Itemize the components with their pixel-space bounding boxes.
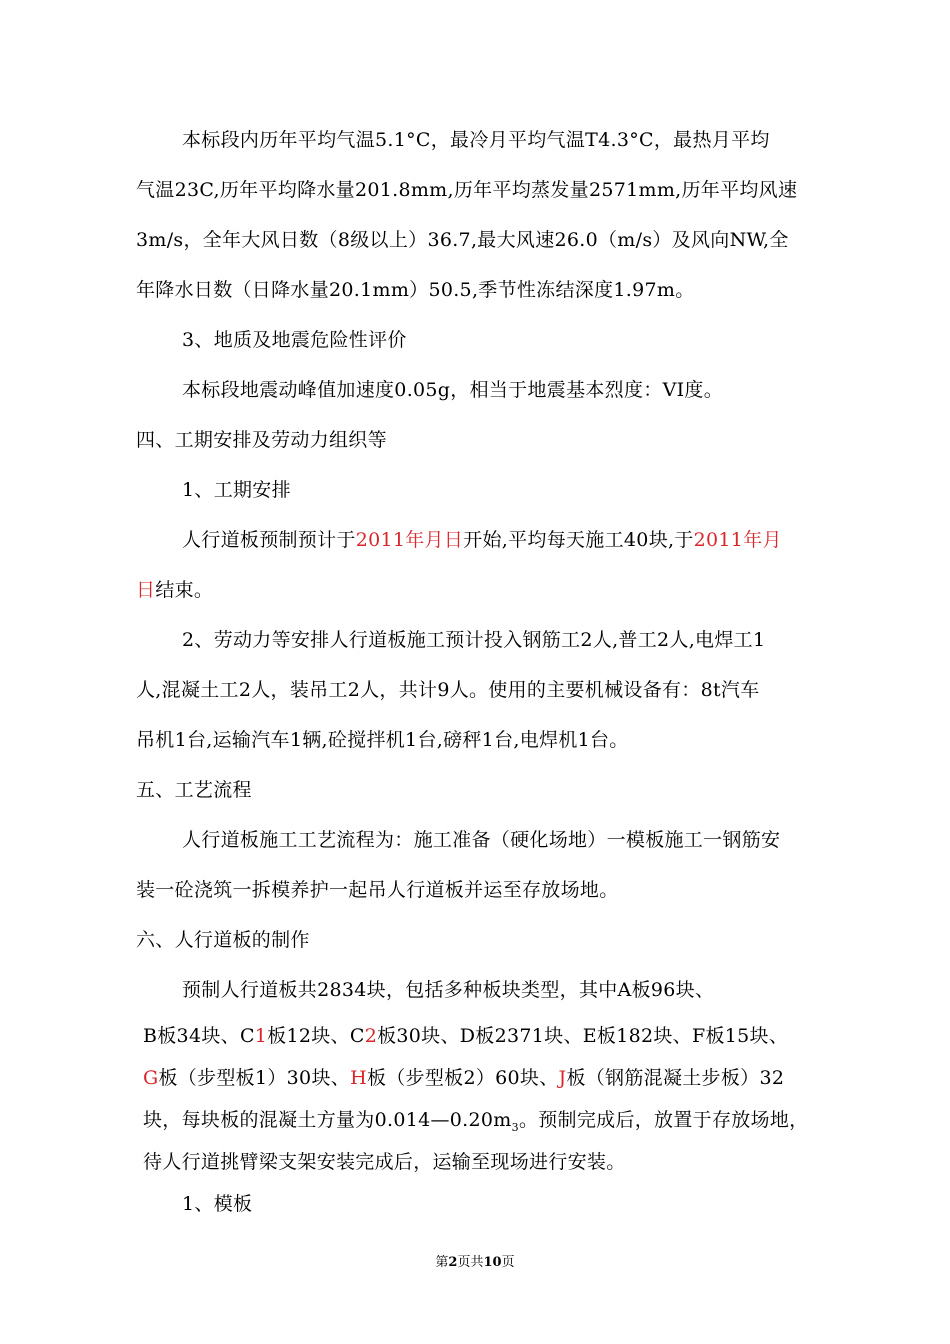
page-footer: [0, 1254, 950, 1272]
production-line-4: [143, 1107, 808, 1141]
board-j-label: J: [558, 1067, 567, 1089]
current-page-number: 2: [448, 1255, 458, 1270]
footer-suffix: 页: [501, 1255, 515, 1270]
board-c2-index: 2: [364, 1025, 378, 1047]
production-line-5: 待人行道挑臂梁支架安装完成后，运输至现场进行安装。: [143, 1151, 626, 1173]
production-line-3: [143, 1065, 784, 1091]
footer-middle: 页共: [457, 1255, 484, 1270]
process-line-1: 人行道板施工工艺流程为：施工准备（硬化场地）一模板施工一钢筋安: [182, 829, 781, 851]
schedule-text-mid: 开始,平均每天施工40块,于: [463, 529, 694, 551]
board-g-label: G: [143, 1067, 159, 1089]
section-6-heading: 六、人行道板的制作: [136, 929, 310, 951]
geology-heading: 3、地质及地震危险性评价: [182, 329, 407, 351]
geology-text: 本标段地震动峰值加速度0.05g，相当于地震基本烈度：VI度。: [182, 379, 723, 401]
board-types-b-c: B板34块、C: [143, 1025, 255, 1047]
schedule-line-2: [136, 577, 213, 603]
labor-line-1: 2、劳动力等安排人行道板施工预计投入钢筋工2人,普工2人,电焊工1: [182, 629, 766, 651]
storage-text: 。预制完成后，放置于存放场地，: [518, 1109, 809, 1131]
board-types-d-e-f: 板30块、D板2371块、E板182块、F板15块、: [377, 1025, 789, 1047]
climate-line-4: 年降水日数（日降水量20.1mm）50.5,季节性冻结深度1.97m。: [136, 279, 695, 301]
production-line-2: [143, 1023, 788, 1049]
climate-line-2: 气温23C,历年平均降水量201.8mm,历年平均蒸发量2571mm,历年平均风速: [136, 179, 798, 201]
labor-line-3: 吊机1台,运输汽车1辆,砼搅拌机1台,磅秤1台,电焊机1台。: [136, 729, 629, 751]
schedule-text-end: 结束。: [155, 579, 214, 601]
board-j-desc: 板（钢筋混凝土步板）32: [566, 1067, 785, 1089]
schedule-subheading: 1、工期安排: [182, 479, 291, 501]
section-5-heading: 五、工艺流程: [136, 779, 252, 801]
total-page-count: 10: [483, 1255, 502, 1270]
section-4-heading: 四、工期安排及劳动力组织等: [136, 429, 387, 451]
production-line-1: 预制人行道板共2834块，包括多种板块类型，其中A板96块、: [182, 979, 715, 1001]
climate-line-1: 本标段内历年平均气温5.1°C，最冷月平均气温T4.3°C，最热月平均: [182, 129, 770, 151]
schedule-end-date: 2011年月: [693, 529, 782, 551]
formwork-subheading: 1、模板: [182, 1193, 253, 1215]
board-h-desc: 板（步型板2）60块、: [366, 1067, 559, 1089]
board-types-c: 板12块、C: [267, 1025, 365, 1047]
schedule-start-date: 2011年月日: [355, 529, 464, 551]
climate-line-3: 3m/s，全年大风日数（8级以上）36.7,最大风速26.0（m/s）及风向NW,全: [136, 229, 789, 251]
cubic-subscript: 3: [511, 1120, 519, 1134]
schedule-text-start: 人行道板预制预计于: [182, 529, 356, 551]
board-c1-index: 1: [254, 1025, 268, 1047]
process-line-2: 装一砼浇筑一拆模养护一起吊人行道板并运至存放场地。: [136, 879, 619, 901]
schedule-end-date-day: 日: [136, 579, 156, 601]
labor-line-2: 人,混凝土工2人，装吊工2人，共计9人。使用的主要机械设备有：8t汽车: [136, 679, 760, 701]
board-h-label: H: [350, 1067, 367, 1089]
concrete-volume-text: 块，每块板的混凝土方量为0.014—0.20m: [143, 1109, 512, 1131]
schedule-line-1: [182, 527, 782, 553]
footer-prefix: 第: [435, 1255, 449, 1270]
board-g-desc: 板（步型板1）30块、: [158, 1067, 351, 1089]
